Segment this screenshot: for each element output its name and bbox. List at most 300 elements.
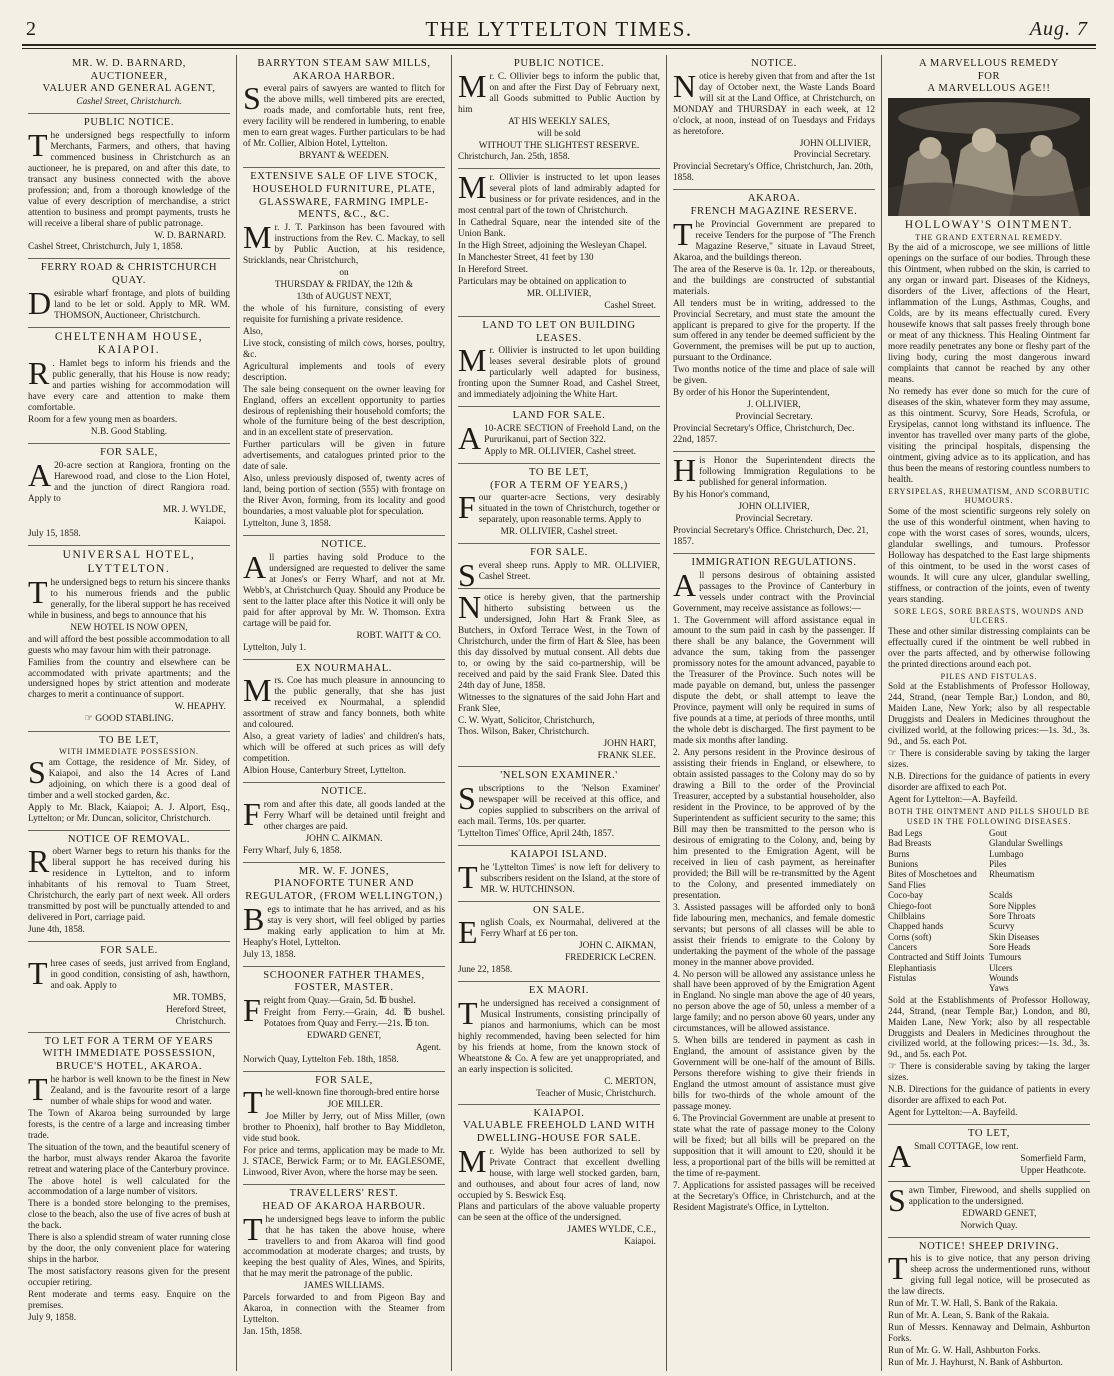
advert-body: Two months notice of the time and place of sale will be given. [673, 365, 875, 387]
advert-body: the whole of his furniture, consisting of every requisite for furnishing a private residence. [243, 303, 445, 325]
masthead-rule [22, 48, 1096, 49]
advert-dateline: Provincial Secretary's Office, Christchurch, Dec. 22nd, 1857. [673, 424, 855, 446]
drop-capital: T [28, 126, 48, 163]
advert-joe-miller [243, 1072, 445, 1185]
advert-body: Three cases of seeds, just arrived from England, in good condition, consisting of ash, hawthorn, and oak. Apply to [28, 954, 230, 991]
advert-dateline: July 9, 1858. [28, 1313, 77, 1324]
advert-sawn-timber [888, 1182, 1090, 1238]
disease-item: Bunions [888, 859, 919, 870]
advert-heading: AUCTIONEER, [90, 70, 168, 82]
advert-dateline: 'Lyttelton Times' Office, April 24th, 1857. [458, 828, 615, 839]
advert-heading: ON SALE. [533, 904, 585, 916]
advert-partnership-dissolved [458, 589, 660, 768]
advert-body: The situation of the town, and the beautiful scenery of the harbor, must always render Akaroa the favorite retreat and watering place of the Canterbury province. [28, 1142, 230, 1175]
column-4 [667, 55, 882, 1371]
advert-heading: EX NOURMAHAL. [295, 662, 393, 674]
advert-dateline: Ferry Wharf, July 6, 1858. [243, 845, 342, 856]
advert-heading: QUAY. [112, 275, 146, 287]
advert-universal-hotel [28, 546, 230, 731]
advert-signature: JAMES WYLDE, C.E., [567, 1225, 656, 1236]
advert-note: ☞ GOOD STABLING. [84, 714, 174, 725]
advert-body: Also, [243, 326, 263, 337]
advert-body: Mr. J. T. Parkinson has been favoured with instructions from the Rev. C. Mackay, to sell by Public Auction, at his residence, Stricklands, near Christchurch, [243, 219, 445, 266]
advert-body: The 'Lyttelton Times' is now left for delivery to subscribers resident on the Island, at the store of MR. W. HUTCHINSON. [458, 858, 660, 895]
disease-item: Ulcers [989, 962, 1013, 973]
drop-capital: R [28, 355, 50, 392]
drop-capital: A [28, 456, 52, 493]
advert-body: Four quarter-acre Sections, very desirably situated in the town of Christchurch, together or separately, upon reasonable terms. Apply to [458, 489, 660, 526]
advert-body: The undersigned begs to return his sincere thanks to his numerous friends and the public generally, for the liberal support he has received while in business, and begs to announce that his [28, 573, 230, 621]
advert-heading: VALUABLE FREEHOLD LAND WITH [462, 1120, 656, 1132]
advert-signature: W. D. BARNARD. [154, 230, 226, 241]
advert-small-cottage [888, 1125, 1090, 1182]
woodcut-illustration [888, 98, 1090, 216]
advert-heading: LAND FOR SALE. [512, 410, 606, 422]
advert-body: 3. Assisted passages will be afforded only to bonâ fide labouring men, mechanics, and female domestic servants; but persons of all classes will be able to assist their friends to emigrate to the Colony by undertaking the payment of the whole of the passage money in the manner above provided. [673, 902, 875, 968]
advert-land-for-sale [458, 407, 660, 464]
advert-body: The undersigned has received a consignment of Musical Instruments, consisting principally of pianos and harmoniums, which can be most highly recommended, having been selected for him by his friends at home, from the known stock of Wheatstone & Co. A few are yet unappropriated, and an early inspection is solicited. [458, 994, 660, 1075]
advert-body: The area of the Reserve is 0a. 1r. 12p. or thereabouts, and the buildings are constructed of substantial materials. [673, 264, 875, 297]
advert-body: Parcels forwarded to and from Pigeon Bay and Akaroa, in connection with the Steamer from Lyttelton. [243, 1293, 445, 1326]
advert-barnard [28, 55, 230, 114]
drop-capital: S [458, 780, 476, 817]
disease-item: Sore Heads [989, 941, 1031, 952]
drop-capital: T [458, 858, 478, 895]
advert-centered-line: Norwich Quay. [960, 1220, 1018, 1231]
advert-nelson-examiner [458, 767, 660, 846]
drop-capital: H [673, 452, 697, 489]
advert-body: Robert Warner begs to return his thanks for the liberal support he has received during his residence in Lyttelton, and to inform inhabitants of his removal to Tuam Street, Christchurch, the early part of next week. All orders transmitted by post will be punctually attended to and delivered in Port, carriage paid. [28, 843, 230, 924]
advert-sheep-runs [458, 544, 660, 593]
advert-heading: BARRYTON STEAM SAW MILLS, [257, 58, 431, 69]
advert-centered-line: WITHOUT THE SLIGHTEST RESERVE. [478, 140, 640, 151]
advert-heading: PUBLIC NOTICE. [513, 58, 605, 69]
disease-item: Scurvy [989, 921, 1015, 932]
advert-heading: FOR SALE, [100, 446, 158, 458]
advert-centered-line: EDWARD GENET, [306, 1030, 382, 1041]
advert-centered-line: THURSDAY & FRIDAY, the 12th & [274, 279, 414, 290]
advert-body: The harbor is well known to be the finest in New Zealand, and is the favourite resort of a large number of whale ships for wood and water. [28, 1070, 230, 1107]
advert-body: ☞ There is considerable saving by taking the larger sizes. [888, 1062, 1090, 1084]
advert-body: No remedy has ever done so much for the cure of diseases of the skin, whatever form they may assume, as this ointment. Scurvy, Sore Heads, Scrofula, or Erysipelas, cannot long withstand its influence. The inventor has travelled over many parts of the globe, visiting the principal hospitals, dispensing the ointment, giving advice as to its application, and has thus been the means of restoring countless numbers to health. [888, 386, 1090, 485]
disease-item: Lumbago [989, 848, 1024, 859]
advert-body: R . Hamlet begs to inform his friends and the public generally, that his House is now ready; and parties wishing for accommodation will have every care and attention to make them comfortable. [28, 355, 230, 413]
column-2 [237, 55, 452, 1371]
advert-immigration-regulations [673, 554, 875, 1219]
advert-dateline: July 13, 1858. [243, 949, 296, 960]
disease-item: Sore Throats [989, 910, 1036, 921]
advert-centered-line: BRYANT & WEEDEN. [299, 151, 389, 162]
advert-heading: BRUCE'S HOTEL, AKAROA. [55, 1061, 203, 1073]
advert-body: There is also a splendid stream of water running close by the door, the only convenient place for watering ships in the harbor. [28, 1233, 230, 1266]
drop-capital: T [28, 1070, 48, 1107]
advert-signature: Somerfield Farm, [1020, 1153, 1086, 1164]
advert-heading: MENTS, &C., &C. [298, 209, 390, 221]
advert-body: This is to give notice, that any person driving sheep across the undermentioned runs, without giving full legal notice, will be prosecuted as the law directs. [888, 1250, 1090, 1298]
advert-body: There is a bonded store belonging to the premises, close to the beach, also the use of five acres of bush at the back. [28, 1199, 230, 1232]
advert-body: All parties having sold Produce to the undersigned are requested to deliver the same at Jones's or Ferry Wharf, and not at Mr. Webb's, at Christchurch Quay. Should any Produce be sent to the latter place after this Notice it will only be paid for after approval by Mr. W. Thomson. Extra cartage will be paid for. [243, 548, 445, 629]
newspaper-title: THE LYTTELTON TIMES. [425, 17, 693, 41]
advert-body: Sawn Timber, Firewood, and shells supplied on application to the undersigned. [888, 1181, 1090, 1218]
advert-body: Agricultural implements and tools of every description. [243, 361, 445, 383]
advert-body: For price and terms, application may be made to Mr. J. STACE, Berwick Farm; or to Mr. EAGLESOME, Linwood, River Avon, where the horse may be seen. [243, 1146, 445, 1179]
drop-capital: E [458, 914, 478, 951]
advert-body: The Town of Akaroa being surrounded by large forests, is the centre of a large and increasing timber trade. [28, 1108, 230, 1141]
advert-heading: HEAD OF AKAROA HARBOUR. [262, 1200, 426, 1212]
advert-ferry-road [28, 259, 230, 327]
advert-heading: KAIAPOI. [97, 344, 161, 357]
advert-body: Also, a great variety of ladies' and children's hats, which will be offered at such prices as will defy competition. [243, 732, 445, 765]
column-1 [22, 55, 237, 1371]
advert-heading: KAIAPOI. [533, 1107, 585, 1119]
advert-body: By his Honor's command, [673, 490, 770, 501]
advert-centered-line: JOHN C. AIKMAN. [305, 833, 383, 844]
advert-body: Mr. Ollivier is instructed to let upon building leases several desirable plots of ground particularly well adapted for business, fronting upon the Sumner Road, and Cashel Street, and immediately adjoining the White Hart. [458, 342, 660, 401]
disease-item: Piles [989, 859, 1007, 870]
disease-item: Tumours [989, 952, 1022, 963]
advert-body: Sam Cottage, the residence of Mr. Sidey, of Kaiapoi, and also the 14 Acres of Land adjoining, on which there is a good deal of timber and a well stocked garden, &c. [28, 753, 230, 801]
columns [22, 55, 1096, 1371]
advert-body: Notice is hereby given that from and after the 1st day of October next, the Waste Lands Board will sit at the Land Office, at Christchurch, on MONDAY and THURSDAY in each week, at 12 o'clock, at noon, instead of on Tuesdays and Fridays as heretofore. [673, 67, 875, 137]
advert-sheep-driving [888, 1238, 1090, 1371]
disease-item: Bites of Moschetoes and Sand Flies [888, 869, 977, 890]
advert-body: Run of Mr. T. W. Hall, S. Bank of the Rakaia. [888, 1299, 1058, 1310]
advert-subheading: BOTH THE OINTMENT AND PILLS SHOULD BE USED IN THE FOLLOWING DISEASES. [888, 806, 1090, 826]
drop-capital: B [243, 900, 265, 937]
advert-body: From and after this date, all goods landed at the Ferry Wharf will be detained until freight and other charges are paid. [243, 795, 445, 832]
drop-capital: S [243, 80, 261, 117]
advert-signature: Upper Heathcote. [1020, 1165, 1086, 1176]
drop-capital: F [458, 489, 476, 526]
disease-item: Rheumatism [989, 869, 1035, 880]
advert-body: Agent for Lyttelton:—A. Bayfeild. [888, 1108, 1018, 1119]
drop-capital: A [243, 548, 267, 585]
disease-item: Sore Nipples [989, 900, 1036, 911]
drop-capital: S [28, 753, 46, 790]
advert-for-sale-rangiora [28, 444, 230, 546]
advert-centered-line: N.B. Good Stabling. [90, 426, 168, 437]
advert-body: All persons desirous of obtaining assisted passages to the Province of Canterbury in vessels under contract with the Provincial Government, may receive assistance as follows:— [673, 566, 875, 614]
advert-body: These and other similar distressing complaints can be effectually cured if the ointment be well rubbed in over the parts affected, and by otherwise following the printed directions around each pot. [888, 626, 1090, 670]
disease-item: Chapped hands [888, 921, 944, 932]
masthead [22, 16, 1096, 46]
advert-heading: LAND TO LET ON BUILDING LEASES. [482, 320, 636, 344]
advert-body: Sold at the Establishments of Professor Holloway, 244, Strand, (near Temple Bar,) London, and 80, Maiden Lane, New York; also by all respectable Druggists and Dealers in Medicines throughout the civilized world, at the following prices:—1s. 3d., 3s. 9d., and 5s. each Pot. [888, 682, 1090, 748]
advert-public-notice-ollivier [458, 55, 660, 169]
disease-item: Corns (soft) [888, 931, 932, 942]
advert-body: Desirable wharf frontage, and plots of building land to be let or sold. Apply to MR. WM. THOMSON, Auctioneer, Christchurch. [28, 284, 230, 321]
advert-centered-line: J. OLLIVIER, [747, 400, 801, 411]
holloway-woodcut [888, 98, 1090, 216]
advert-heading: VALUER AND GENERAL AGENT, [42, 83, 216, 95]
advert-body: Thos. Wilson, Baker, Christchurch. [458, 727, 590, 738]
advert-heading: TO BE LET, [528, 466, 590, 478]
advert-schooner-father-thames [243, 967, 445, 1072]
advert-for-sale-seeds [28, 942, 230, 1033]
advert-heading: NOTICE. [321, 786, 367, 797]
drop-capital: F [243, 991, 261, 1028]
advert-heading: GLASSWARE, FARMING IMPLE- [259, 196, 429, 208]
advert-signature: Teacher of Music, Christchurch. [536, 1088, 656, 1099]
advert-centered-line: Provincial Secretary. [735, 412, 813, 423]
advert-heading: MR. W. F. JONES, [298, 865, 390, 877]
advert-body: N.B. Directions for the guidance of patients in every disorder are affixed to each Pot. [888, 1085, 1090, 1107]
advert-subheading: WITH IMMEDIATE POSSESSION. [59, 747, 199, 757]
advert-body: The well-known fine thorough-bred entire horse [243, 1084, 440, 1121]
advert-body: All tenders must be in writing, addressed to the Provincial Secretary, and must state the amount the applicant is prepared to give for the property. If the sum offered in any tender be deemed sufficient by the Government, the premises will be put up to auction, pursuant to the Ordinance. [673, 298, 875, 364]
advert-plots-of-land [458, 169, 660, 317]
advert-heading: MR. W. D. BARNARD, [71, 58, 187, 69]
advert-body: Run of Messrs. Kennaway and Delmain, Ashburton Forks. [888, 1323, 1090, 1345]
advert-signature: W. HEAPHY. [174, 702, 226, 713]
advert-heading: SCHOONER FATHER THAMES, [263, 969, 425, 981]
advert-heading: CHELTENHAM HOUSE, [54, 330, 204, 343]
drop-capital: M [458, 1142, 487, 1179]
advert-body: 7. Applications for assisted passages will be received at the Secretary's Office, in Christchurch, and at the Resident Magistrate's Office, in Lyttelton. [673, 1180, 875, 1213]
drop-capital: A [458, 420, 482, 457]
disease-item: Wounds [989, 972, 1019, 983]
advert-heading: FOR SALE, [315, 1074, 373, 1086]
advert-dateline: Lyttelton, July 1. [243, 642, 307, 653]
advert-centered-line: JOE MILLER. [327, 1100, 383, 1111]
advert-heading: FOR [977, 70, 1001, 82]
advert-body: Families from the country and elsewhere can be accommodated with private apartments; and the undersigned hopes by strict attention and moderate charges to merit a continuance of support. [28, 657, 230, 701]
advert-heading: A MARVELLOUS AGE!! [927, 83, 1051, 95]
advert-signature: Hereford Street, [166, 1004, 226, 1015]
disease-item: Elephantiasis [888, 962, 936, 973]
advert-body: Live stock, consisting of milch cows, horses, poultry, &c. [243, 338, 445, 360]
advert-address: Cashel Street, Christchurch. [76, 97, 182, 108]
advert-dateline: Jan. 15th, 1858. [243, 1327, 303, 1338]
drop-capital: T [458, 994, 478, 1031]
advert-signature: JOHN OLLIVIER, [799, 138, 871, 149]
advert-body: Mrs. Coe has much pleasure in announcing to the public generally, that she has just received ex Nourmahal, a splendid assortment of straw and fancy bonnets, both white and coloured. [243, 672, 445, 731]
advert-body: The sale being consequent on the owner leaving for England, offers an excellent opportunity to parties desirous of replenishing their household comforts; the whole of the furniture being of the best description, and in an excellent state of preservation. [243, 384, 445, 439]
advert-body: In Manchester Street, 41 feet by 130 [458, 253, 594, 264]
advert-heading: A MARVELLOUS REMEDY [918, 58, 1060, 69]
advert-signature: MR. J. WYLDE, [162, 505, 226, 516]
advert-body: A 10-ACRE SECTION of Freehold Land, on the Pururikanui, part of Section 322. [458, 420, 660, 457]
advert-body: The undersigned begs leave to inform the public that he has taken the above house, where travellers to and from Akaroa will find good accommodation at moderate charges; and trusts, by keeping the best quality of Ales, Wines, and Spirits, that he may merit the patronage of the public. [243, 1210, 445, 1280]
advert-body: Some of the most scientific surgeons rely solely on the use of this wonderful ointment, when having to cope with the worst cases of sores, wounds, ulcers, glandular swellings, and tumours. Professor Holloway has despatched to the East large shipments of this ointment, to be used in the worst cases of wounds. It will cure any ulcer, glandular swelling, stiffness, or contraction of the joints, even of twenty years standing. [888, 506, 1090, 605]
advert-barryton-saw-mills [243, 55, 445, 168]
advert-body: Rent moderate and terms easy. Enquire on the premises. [28, 1290, 230, 1312]
advert-signature: JOHN HART, [603, 739, 656, 750]
drop-capital: M [458, 169, 487, 206]
drop-capital: A [673, 566, 697, 603]
advert-waste-lands-notice [673, 55, 875, 190]
advert-centered-line: NEW HOTEL IS NOW OPEN, [70, 622, 188, 633]
advert-centered-line: EDWARD GENET, [962, 1208, 1037, 1219]
advert-dateline: July 15, 1858. [28, 529, 81, 540]
disease-item: Fistulas [888, 972, 917, 983]
drop-capital: T [28, 954, 48, 991]
advert-dateline: Provincial Secretary's Office, Christchurch, Jan. 20th, 1858. [673, 162, 874, 184]
advert-heading: TO LET, [967, 1128, 1011, 1140]
drop-capital: T [888, 1250, 908, 1287]
advert-heading: PUBLIC NOTICE. [83, 117, 175, 129]
advert-subheading: SORE LEGS, SORE BREASTS, WOUNDS AND ULCERS. [894, 606, 1084, 626]
advert-on-sale-coals [458, 902, 660, 983]
advert-subheading: THE GRAND EXTERNAL REMEDY. [915, 232, 1063, 242]
advert-heading: NOTICE. [321, 539, 367, 551]
advert-dateline: Provincial Secretary's Office. Christchurch, Dec. 21, 1857. [673, 525, 869, 547]
advert-dateline: Norwich Quay, Lyttelton Feb. 18th, 1858. [243, 1054, 399, 1065]
advert-body: 4. No person will be allowed any assistance unless he shall have been approved of by the Emigration Agent in England. No single man above the age of 40 years, no person above the age of 50, unless a member of a large family; and no person above 60 years, under any circumstances, will be allowed assistance. [673, 969, 875, 1035]
drop-capital: M [458, 342, 487, 379]
advert-cheltenham-house [28, 328, 230, 444]
advert-signature: Provincial Secretary. [793, 150, 871, 161]
disease-item: Contracted and Stiff Joints [888, 952, 985, 963]
advert-body: By order of his Honor the Superintendent, [673, 388, 830, 399]
advert-body: Joe Miller by Jerry, out of Miss Miller, (own brother to Phoenix), half brother to Bay Middleton, vide stud book. [243, 1112, 445, 1145]
disease-item: Chiego-foot [888, 900, 932, 911]
advert-heading: UNIVERSAL HOTEL, [62, 549, 196, 562]
advert-heading: EXTENSIVE SALE OF LIVE STOCK, [250, 171, 438, 183]
advert-dateline: Lyttelton, June 3, 1858. [243, 519, 331, 530]
disease-item: Skin Diseases [989, 931, 1040, 942]
advert-body: In Cathedral Square, near the intended site of the Union Bank. [458, 218, 660, 240]
advert-body: Also, unless previously disposed of, twenty acres of land, being portion of section (555) with frontage on the River Avon, forming, from its locality and good boundaries, a most valuable plot for speculation. [243, 474, 445, 518]
disease-item: Coco-bay [888, 890, 923, 901]
advert-body: Freight from Quay.—Grain, 5d. ℔ bushel. [243, 991, 416, 1028]
drop-capital: R [28, 843, 50, 880]
advert-holloway-ointment [888, 55, 1090, 1125]
advert-signature: FRANK SLEE. [597, 751, 656, 762]
advert-heading: TO BE LET, [98, 734, 160, 746]
advert-extensive-sale [243, 168, 445, 536]
advert-heading: AKAROA HARBOR. [292, 70, 396, 82]
advert-ex-nourmahal [243, 660, 445, 783]
advert-body: C. W. Wyatt, Solicitor, Christchurch, [458, 715, 595, 726]
advert-centered-line: JAMES WILLIAMS. [303, 1281, 385, 1292]
advert-centered-line: will be sold [537, 128, 581, 139]
advert-title: HOLLOWAY'S OINTMENT. [904, 219, 1074, 232]
advert-heading: REGULATOR, (FROM WELLINGTON,) [245, 890, 443, 902]
advert-heading: FRENCH MAGAZINE RESERVE. [690, 206, 858, 218]
advert-produce-notice [243, 536, 445, 659]
advert-jones-piano [243, 863, 445, 967]
drop-capital: N [673, 67, 697, 104]
advert-body: Several sheep runs. Apply to MR. OLLIVIER, Cashel Street. [458, 556, 660, 593]
advert-heading: AKAROA. [747, 193, 801, 205]
advert-body: 5. When bills are tendered in payment as cash in England, the amount of assistance given by the Government will be one-half of the amount of Bills. Persons therefore wishing to give their friends in England the utmost amount of assistance must give bills for two-thirds of the whole amount of the passage money. [673, 1036, 875, 1113]
advert-body: The Provincial Government are prepared to receive Tenders for the purpose of "The French Magazine Reserve," situate in Lavaud Street, Akaroa, and the buildings thereon. [673, 215, 875, 263]
advert-signature: Kaiapoi. [194, 517, 226, 528]
disease-list [888, 828, 1090, 994]
advert-kaiapoi-freehold [458, 1105, 660, 1253]
advert-body: The most satisfactory reasons given for the present occupier retiring. [28, 1267, 230, 1289]
advert-heading: WITH IMMEDIATE POSSESSION, [42, 1048, 216, 1060]
drop-capital: A [888, 1137, 912, 1174]
advert-body: Run of Mr. G. W. Hall, Ashburton Forks. [888, 1346, 1041, 1357]
drop-capital: N [458, 588, 482, 625]
advert-heading: FOR SALE. [100, 945, 158, 957]
advert-heading: DWELLING-HOUSE FOR SALE. [476, 1132, 642, 1144]
advert-body: Apply to Mr. Black, Kaiapoi; A. J. Alport, Esq., Lyttelton; or Mr. Duncan, solicitor, Christchurch. [28, 802, 230, 824]
advert-heading: HOUSEHOLD FURNITURE, PLATE, [252, 183, 436, 195]
advert-dateline: June 4th, 1858. [28, 925, 85, 936]
disease-item: Scalds [989, 890, 1013, 901]
advert-centered-line: JOHN OLLIVIER, [738, 502, 810, 513]
advert-heading: NOTICE! SHEEP DRIVING. [918, 1240, 1060, 1252]
drop-capital: T [28, 573, 48, 610]
advert-body: 2. Any persons resident in the Province desirous of assisting their friends in England, or elsewhere, to obtain assisted passages to the Colony may do so by drawing a Bill to the order of the Provincial Treasurer, accepted by a substantial householder, also resident in the Province, to be approved of by the Superintendent as sufficient security to the same; this Bill may then be transmitted to the person who is desirous of emigrating to the Colony, and, being by him presented to the Emigration Agent, will be received in lieu of cash payment, as hereinafter provided; the Bill will be re-transmitted by the Agent to the Colony, and presented immediately on presentation. [673, 748, 875, 901]
advert-signature: Agent. [415, 1042, 441, 1053]
advert-signature: Christchurch. [175, 1016, 226, 1027]
advert-subheading: PILES AND FISTULAS. [940, 671, 1038, 681]
advert-centered-line: on [339, 267, 349, 278]
disease-item: Gout [989, 828, 1007, 839]
advert-body: The undersigned begs respectfully to inform Merchants, Farmers, and others, that having commenced business in Christchurch as an auctioneer, he is prepared, on and after this date, to transact any business connected with the above profession; and, from a thorough knowledge of the value of every description of merchandise, a strict attention to business and prompt payments, trusts he will receive a liberal share of public patronage. [28, 126, 230, 229]
drop-capital: T [673, 215, 693, 252]
advert-heading: NOTICE. [751, 58, 797, 69]
disease-item: Yaws [989, 983, 1009, 994]
advert-bruces-hotel [28, 1033, 230, 1329]
advert-heading: LYTTELTON. [87, 563, 171, 576]
column-5 [882, 55, 1096, 1371]
advert-body: By the aid of a microscope, we see millions of little openings on the surface of our bodies. Through these this Ointment, when rubbed on the skin, is carried to any organ or inward part. Diseases of the Kidneys, disorders of the Liver, affections of the Heart, inflammation of the Lungs, Asthmas, Coughs, and Colds, are by its means effectually cured. Every housewife knows that salt passes freely through bone or meat of any thickness. This Healing Ointment far more readily penetrates any bone or fleshy part of the living body, curing the most dangerous inward complaints that cannot be reached by any other means. [888, 243, 1090, 386]
advert-signature: MR. TOMBS, [172, 992, 226, 1003]
advert-heading: TRAVELLERS' REST. [289, 1188, 399, 1200]
drop-capital: T [243, 1084, 263, 1121]
advert-heading: IMMIGRATION REGULATIONS. [691, 556, 857, 568]
advert-body: His Honor the Superintendent directs the following Immigration Regulations to be published for general information. [673, 452, 875, 489]
advert-centered-line: Provincial Secretary. [735, 514, 813, 525]
advert-signature: JOHN C. AIKMAN, [579, 941, 656, 952]
advert-body: English Coals, ex Nourmahal, delivered at the Ferry Wharf at £6 per ton. [458, 914, 660, 951]
advert-kaiapoi-island [458, 846, 660, 902]
advert-sam-cottage [28, 732, 230, 831]
advert-body: 1. The Government will afford assistance equal in amount to the sum paid in cash by the passenger. If there shall be any balance, the Government will advance the sum, taking from the passenger promissory notes for the amount advanced, payable to the Treasurer of the Province. Such notes will be made payable on demand, but, unless the passenger dispute the debt, or shall attempt to leave the Province, payment will only be required in sums of five pounds at a time, at periods of three months, until the whole debt is discharged. The first payment to be made six months after landing. [673, 615, 875, 747]
advert-body: and will afford the best possible accommodation to all guests who may favour him with their patronage. [28, 634, 230, 656]
advert-heading: PIANOFORTE TUNER AND [273, 878, 415, 890]
advert-centered-line: 13th of AUGUST NEXT, [296, 291, 392, 302]
issue-date: Aug. 7 [1029, 18, 1088, 40]
drop-capital: F [243, 795, 261, 832]
advert-body: In the High Street, adjoining the Wesleyan Chapel. [458, 241, 647, 252]
advert-centered-line: MR. OLLIVIER, Cashel street. [500, 527, 618, 538]
advert-body: Mr. Wylde has been authorized to sell by Private Contract that excellent dwelling house, with large well stocked garden, barn, and outhouses, and about four acres of land, now occupied by S. Beswick Esq. [458, 1142, 660, 1201]
advert-body: In Hereford Street. [458, 265, 528, 276]
drop-capital: M [243, 219, 272, 255]
advert-travellers-rest [243, 1185, 445, 1343]
advert-public-notice [28, 114, 230, 259]
advert-signature: C. MERTON, [604, 1076, 656, 1087]
advert-subheading: ERYSIPELAS, RHEUMATISM, AND SCORBUTIC HUMOURS. [888, 486, 1090, 506]
advert-heading: EX MAORI. [528, 985, 590, 997]
advert-heading: FOSTER, MASTER. [294, 982, 394, 994]
advert-four-sections [458, 464, 660, 544]
advert-dateline: Cashel Street, Christchurch, July 1, 1858. [28, 242, 183, 253]
drop-capital: S [888, 1181, 906, 1218]
advert-body: 6. The Provincial Government are unable at present to state what the rate of passage money to the Colony will be fixed; but all bills will be prepared on the supposition that it will amount to £20, should it be less, a proportional part of the bills will be remitted at the time of re-payment. [673, 1114, 875, 1179]
advert-body: N.B. Directions for the guidance of patients in every disorder are affixed to each Pot. [888, 772, 1090, 793]
advert-heading: NOTICE OF REMOVAL. [67, 833, 191, 845]
advert-body: Begs to intimate that he has arrived, and as his stay is very short, will feel obliged by parties making early application to him at Mr. Heaphy's Hotel, Lyttelton. [243, 900, 445, 948]
advert-signature: ROBT. WAITT & CO. [356, 630, 441, 641]
advert-signature: Cashel Street. [604, 301, 656, 312]
advert-ex-maori [458, 982, 660, 1104]
advert-heading: FERRY ROAD & CHRISTCHURCH [40, 262, 218, 274]
advert-french-magazine-reserve [673, 190, 875, 452]
advert-heading: (FOR A TERM OF YEARS,) [490, 479, 628, 491]
advert-body: Plans and particulars of the above valuable property can be seen at the office of the undersigned. [458, 1202, 660, 1224]
advert-heading: FOR SALE. [530, 547, 588, 559]
advert-heading: KAIAPOI ISLAND. [510, 848, 608, 860]
advert-body: Apply to MR. OLLIVIER, Cashel street. [484, 446, 636, 457]
advert-body: Sold at the Establishments of Professor Holloway, 244, Strand, (near Temple Bar,) London, and 80, Maiden Lane, New York; also by all respectable Druggists and Dealers in Medicines throughout the civilized world, at the following prices:—1s. 3d., 3s. 9d., and 5s. each Pot. [888, 995, 1090, 1061]
